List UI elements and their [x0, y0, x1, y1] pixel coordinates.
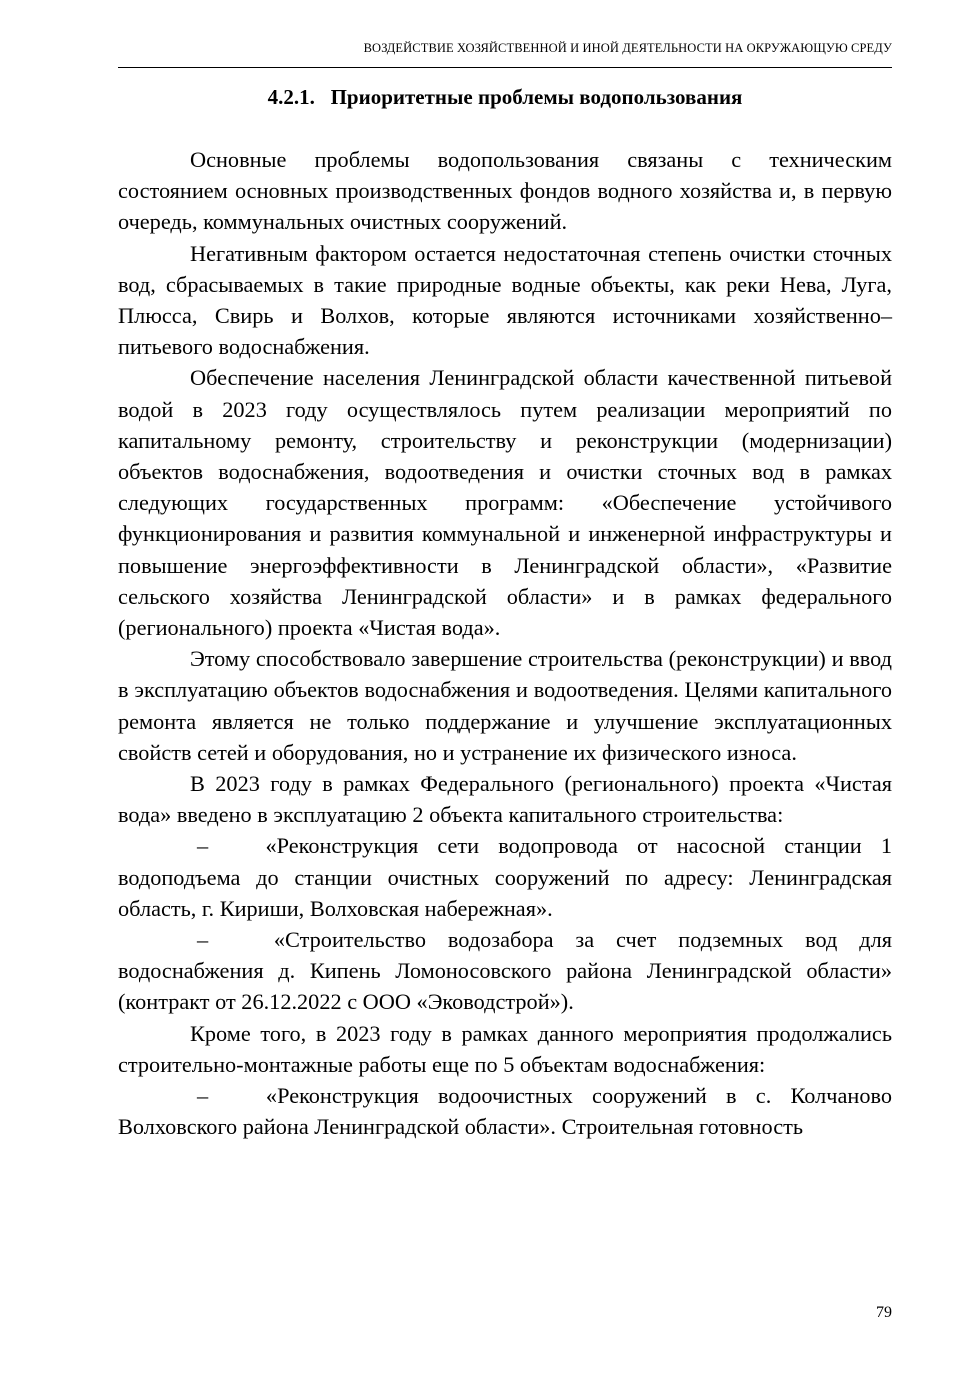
paragraph-clean-water-project: В 2023 году в рамках Федерального (регионального) проекта «Чистая вода» введено в эксплуатацию 2 объекта капитального строительства: [118, 771, 892, 828]
page-number: 79 [876, 1304, 892, 1321]
running-header: ВОЗДЕЙСТВИЕ ХОЗЯЙСТВЕННОЙ И ИНОЙ ДЕЯТЕЛЬНОСТИ НА ОКРУЖАЮЩУЮ СРЕДУ [363, 41, 892, 55]
paragraph-wastewater-treatment: Негативным фактором остается недостаточная степень очистки сточных вод, сбрасываемых в такие природные водные объекты, как реки Нева, Луга, Плюсса, Свирь и Волхов, которые являются источниками хозяйственно–питьевого водоснабжения. [118, 240, 892, 360]
list-item-kolchanovo-treatment: – «Реконструкция водоочистных сооружений в с. Колчаново Волховского района Ленинградской области». Строительная готовность [118, 1083, 898, 1140]
body-text [118, 144, 898, 1143]
list-item-kirishi-pipeline: – «Реконструкция сети водопровода от насосной станции 1 водоподъема до станции очистных сооружений по адресу: Ленинградская область, г. Кириши, Волховская набережная». [118, 833, 898, 921]
paragraph-drinking-water-programs: Обеспечение населения Ленинградской области качественной питьевой водой в 2023 году осуществлялось путем реализации мероприятий по капитальному ремонту, строительству и реконструкции (модернизации) объектов водоснабжения, водоотведения и очистки сточных вод в рамках следующих государственных программ: «Обеспечение устойчивого функционирования и развития коммунальной и инженерной инфраструктуры и повышение энергоэффективности в Ленинградской области», «Развитие сельского хозяйства Ленинградской области» и в рамках федерального (регионального) проекта «Чистая вода». [118, 365, 892, 641]
paragraph-ongoing-works: Кроме того, в 2023 году в рамках данного мероприятия продолжались строительно-монтажные работы еще по 5 объектам водоснабжения: [118, 1020, 892, 1077]
paragraph-water-use-problems: Основные проблемы водопользования связаны с техническим состоянием основных производственных фондов водного хозяйства и, в первую очередь, коммунальных очистных сооружений. [118, 147, 892, 235]
list-item-kipen-water-intake: – «Строительство водозабора за счет подземных вод для водоснабжения д. Кипень Ломоносовского района Ленинградской области» (контракт от 26.12.2022 с ООО «Эководстрой»). [118, 927, 898, 1015]
section-title: 4.2.1. Приоритетные проблемы водопользования [267, 85, 743, 109]
header-divider [118, 67, 892, 68]
paragraph-construction-completion: Этому способствовало завершение строительства (реконструкции) и ввод в эксплуатацию объектов водоснабжения и водоотведения. Целями капитального ремонта является не только поддержание и улучшение эксплуатационных свойств сетей и оборудования, но и устранение их физического износа. [118, 646, 892, 765]
